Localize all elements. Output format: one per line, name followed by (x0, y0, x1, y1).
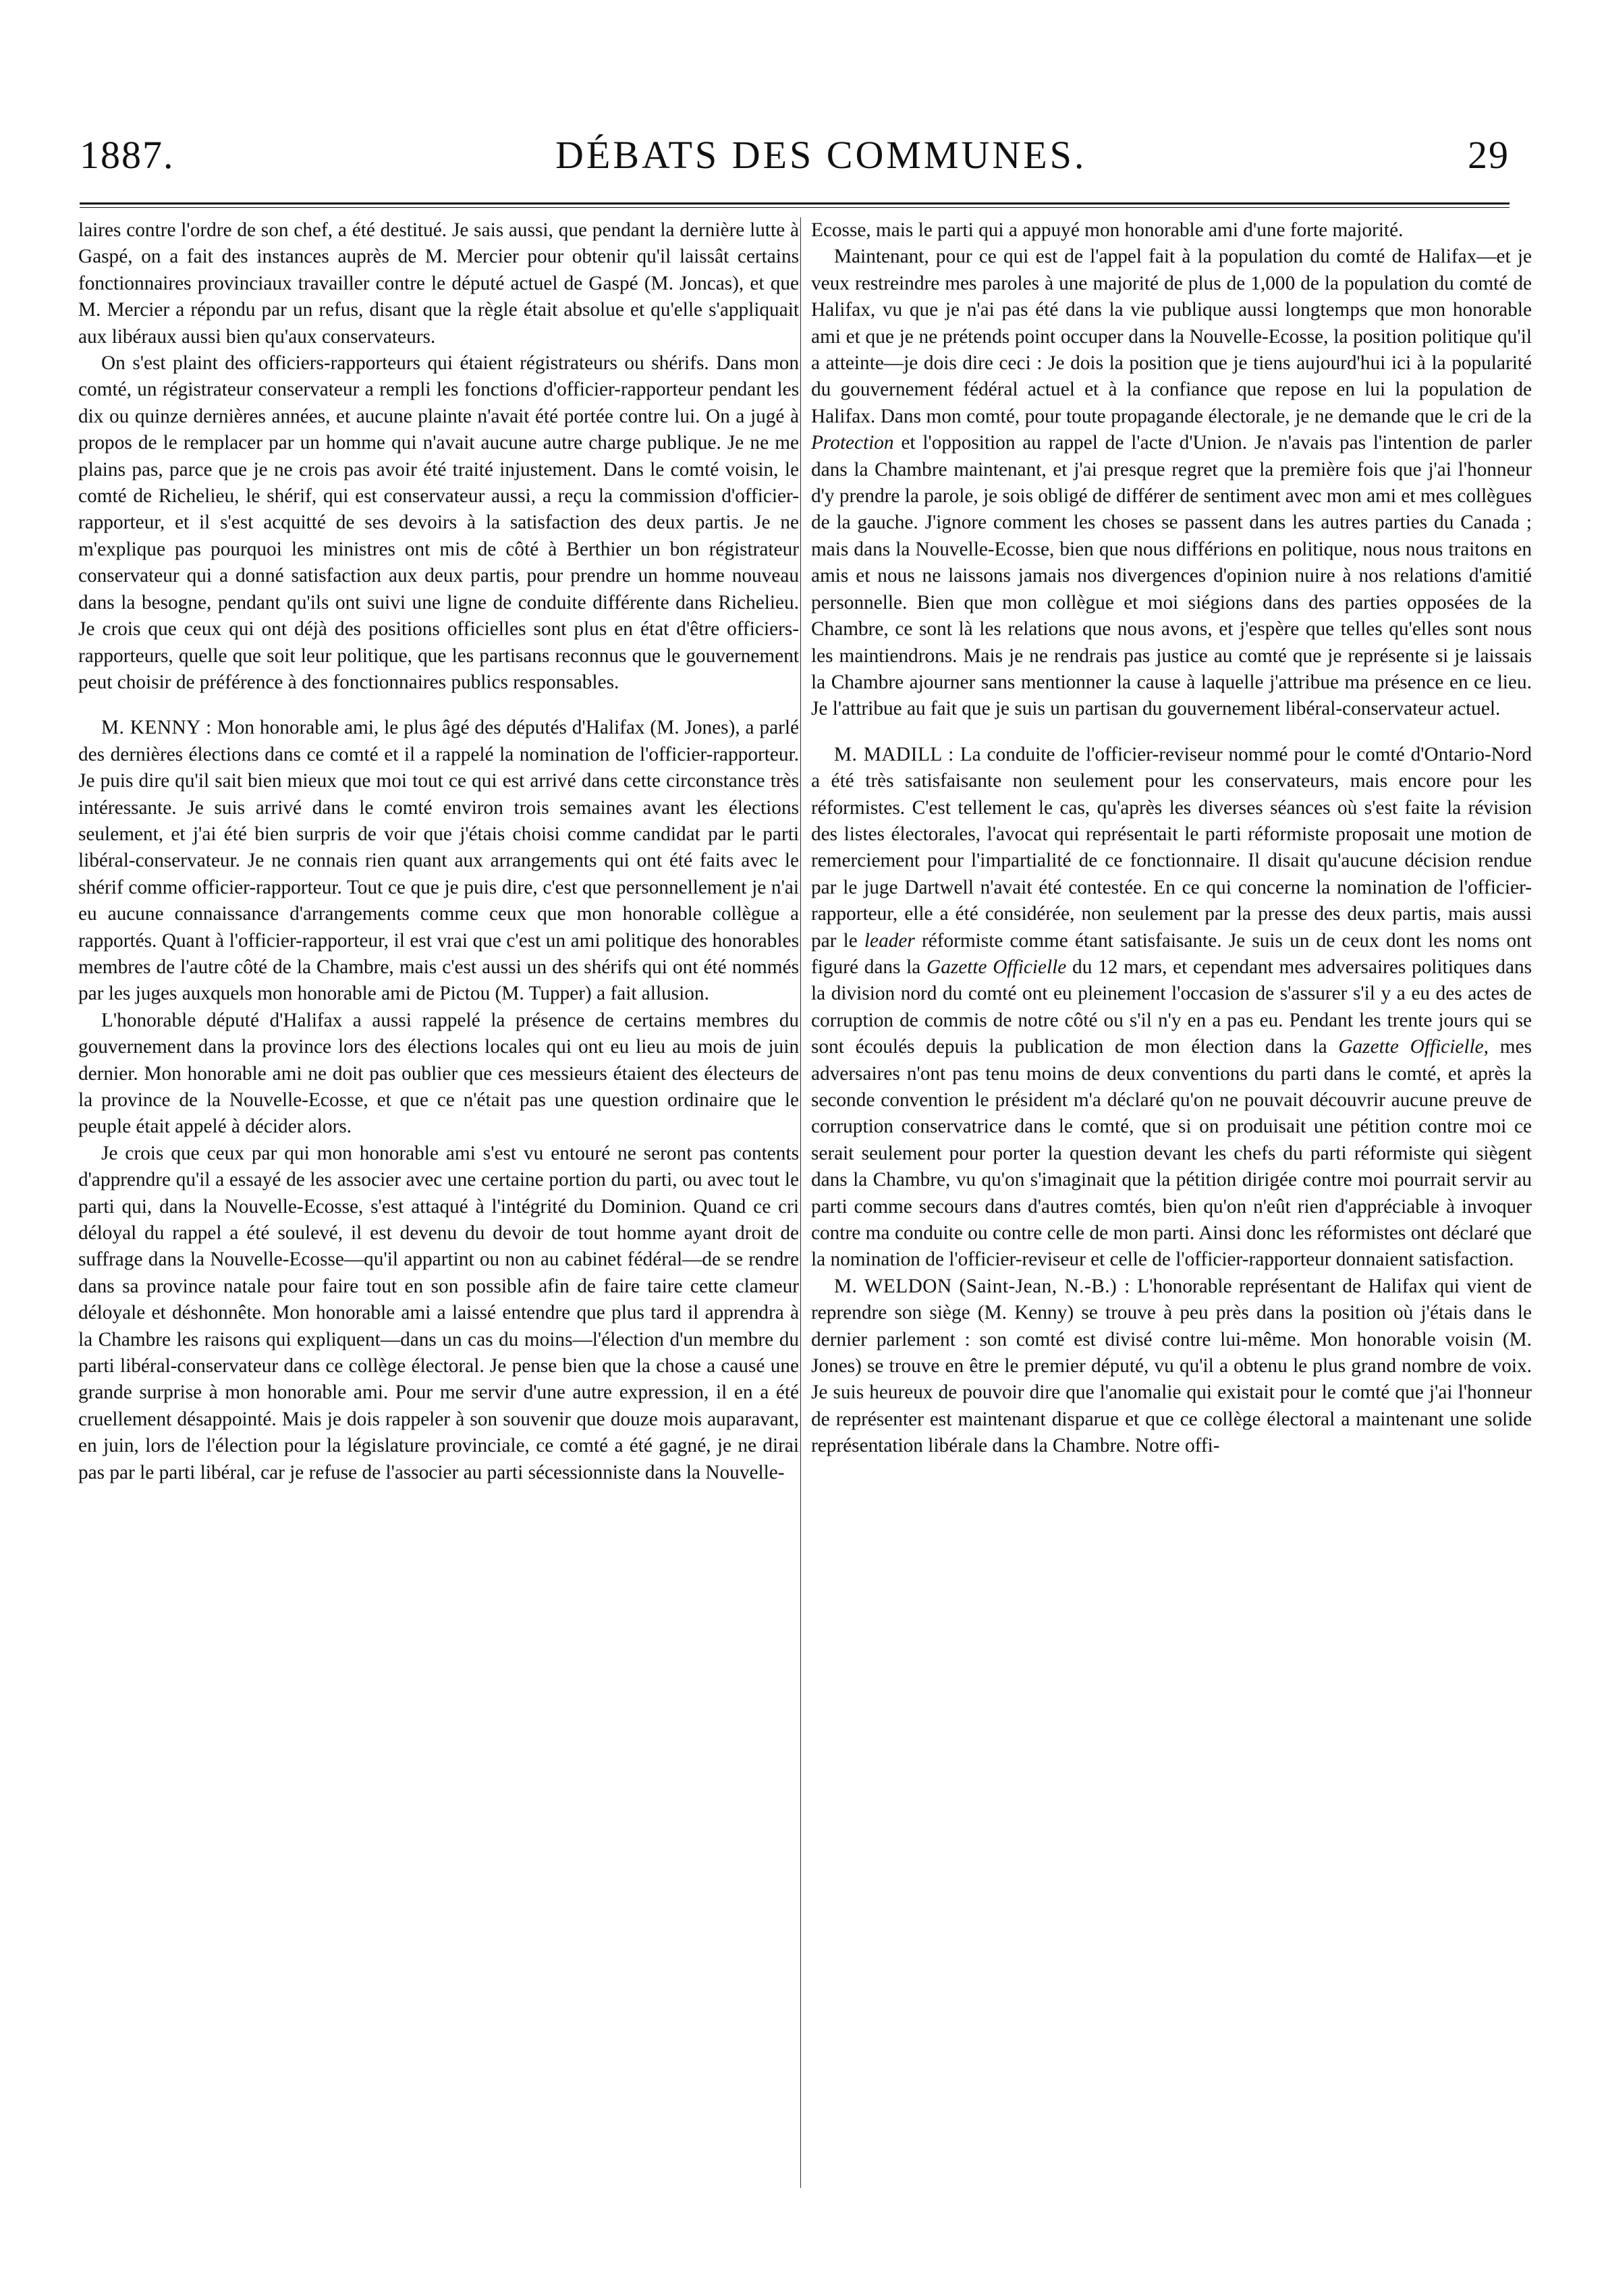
page-number: 29 (1467, 133, 1510, 177)
column-divider (800, 217, 801, 2188)
italic-term: Gazette Officielle, (1338, 1036, 1489, 1058)
page-title: DÉBATS DES COMMUNES. (555, 133, 1087, 177)
speaker-name: M. WELDON (Saint-Jean, N.-B.) : (834, 1275, 1130, 1297)
paragraph: Je crois que ceux par qui mon honorable ami s'est vu entouré ne seront pas contents d'apprendre qu'il a essayé de les associer avec une certaine portion du parti, ou avec tout le parti qui, dans la Nouvelle-Ecosse, s'est attaqué à l'intégrité du Dominion. Quand ce cri déloyal du rappel a été soulevé, il est devenu du devoir de tout homme ayant droit de suffrage dans la Nouvelle-Ecosse—qu'il appartint ou non au cabinet fédéral—de se rendre dans sa province natale pour faire tout en son possible afin de faire taire cette clameur déloyale et déshonnête. Mon honorable ami a laissé entendre que plus tard il apprendra à la Chambre les raisons qui expliquent—dans un cas du moins—l'élection d'un membre du parti libéral-conservateur dans ce collège électoral. Je pense bien que la chose a causé une grande surprise à mon honorable ami. Pour me servir d'une autre expression, il en a été cruellement désappointé. Mais je dois rappeler à son souvenir que douze mois auparavant, en juin, lors de l'élection pour la législature provinciale, ce comté a été gagné, je ne dirai pas par le parti libéral, car je refuse de l'associer au parti sécessionniste dans la Nouvelle- (78, 1142, 799, 1483)
italic-term: leader (864, 929, 915, 952)
paragraph: On s'est plaint des officiers-rapporteurs qui étaient régistrateurs ou shérifs. Dans mon comté, un régistrateur conservateur a rempli les fonctions d'officier-rapporteur pendant les dix ou quinze dernières années, et aucune plainte n'avait été portée contre lui. On a jugé à propos de le remplacer par un homme qui n'avait aucune autre charge publique. Je ne me plains pas, parce que je ne crois pas avoir été traité injustement. Dans le comté voisin, le comté de Richelieu, le shérif, qui est conservateur aussi, a reçu la commission d'officier-rapporteur, et il s'est acquitté de ses devoirs à la satisfaction des deux partis. Je ne m'explique pas pourquoi les ministres ont mis de côté à Berthier un bon régistrateur conservateur qui a donné satisfaction aux deux partis, pour prendre un homme nouveau dans la besogne, pendant qu'ils ont suivi une ligne de conduite différente dans Richelieu. Je crois que ceux qui ont déjà des positions officielles sont plus en état d'être officiers-rapporteurs, quelle que soit leur politique, que les partisans reconnus que le gouvernement peut choisir de préférence à des fonctionnaires publics responsables. (78, 352, 799, 693)
speaker-name: M. KENNY : (101, 717, 212, 739)
header-rule (80, 202, 1510, 208)
right-column (811, 217, 1532, 2188)
left-column (78, 217, 799, 2188)
speech-text: L'honorable représentant de Halifax qui vient de reprendre son siège (M. Kenny) se trouve à peu près dans la position où j'étais dans le dernier parlement : son comté est divisé contre lui-même. Mon honorable voisin (M. Jones) se trouve en être le premier député, vu qu'il a obtenu le plus grand nombre de voix. Je suis heureux de pouvoir dire que l'anomalie qui existait pour le comté que j'ai l'honneur de représenter est maintenant disparue et que ce collège électoral a maintenant une solide représentation libérale dans la Chambre. Notre offi- (811, 1275, 1532, 1457)
speaker-name: M. MADILL : (834, 743, 954, 765)
speech-madill: M. MADILL : La conduite de l'officier-reviseur nommé pour le comté d'Ontario-Nord a été très satisfaisante non seulement pour les conservateurs, mais encore pour les réformistes. C'est tellement le cas, qu'après les diverses séances où s'est faite la révision des listes électorales, l'avocat qui représentait le parti réformiste proposait une motion de remerciement pour l'impartialité de ce fonctionnaire. Il disait qu'aucune décision rendue par le juge Dartwell n'avait été contestée. En ce qui concerne la nomination de l'officier-rapporteur, elle a été considérée, non seulement par la presse des deux partis, mais aussi par le leader réformiste comme étant satisfaisante. Je suis un de ceux dont les noms ont figuré dans la Gazette Officielle du 12 mars, et cependant mes adversaires politiques dans la division nord du comté ont eu pleinement l'occasion de s'assurer s'il y a eu des actes de corruption de commis de notre côté ou s'il n'y en a pas eu. Pendant les trente jours qui se sont écoulés depuis la publication de mon élection dans la Gazette Officielle, mes adversaires n'ont pas tenu moins de deux conventions du parti dans le comté, et après la seconde convention le président m'a déclaré qu'on ne pouvait découvrir aucune preuve de corruption conservatrice dans le comté, que si on produisait une pétition contre moi ce serait seulement pour porter la question devant les chefs du parti réformiste qui siègent dans la Chambre, vu qu'on s'imaginait que la pétition dirigée contre moi pourrait servir au parti comme secours dans d'autres comtés, bien qu'on n'eût rien d'appréciable à invoquer contre ma conduite ou contre celle de mon parti. Ainsi donc les réformistes ont déclaré que la nomination de l'officier-reviseur et celle de l'officier-rapporteur donnaient satisfaction. (811, 743, 1532, 1271)
speech-weldon (811, 1274, 1532, 1460)
paragraph: Maintenant, pour ce qui est de l'appel fait à la population du comté de Halifax—et je veux restreindre mes paroles à une majorité de plus de 1,000 de la population du comté de Halifax, vu que je n'ai pas été dans la vie publique aussi longtemps que mon honorable ami et que je ne prétends point occuper dans la Nouvelle-Ecosse, la position politique qu'il a atteinte—je dois dire ceci : Je dois la position que je tiens aujourd'hui ici à la popularité du gouvernement fédéral actuel et à la confiance que repose en lui la population de Halifax. Dans mon comté, pour toute propagande électorale, je ne demande que le cri de la Protection et l'opposition au rappel de l'acte d'Union. Je n'avais pas l'intention de parler dans la Chambre maintenant, et j'ai presque regret que la première fois que j'ai l'honneur d'y prendre la parole, je sois obligé de différer de sentiment avec mon ami et mes collègues de la gauche. J'ignore comment les choses se passent dans les autres parties du Canada ; mais dans la Nouvelle-Ecosse, bien que nous différions en politique, nous nous traitons en amis et nous ne laissons jamais nos divergences d'opinion nuire à nos relations d'amitié personnelle. Bien que mon collègue et moi siégions dans des parties opposées de la Chambre, ce sont là les relations que nous avons, et j'espère que telles qu'elles sont nous les maintiendrons. Mais je ne rendrais pas justice au comté que je représente si je laissais la Chambre ajourner sans mentionner la cause à laquelle j'attribue ma présence en ce lieu. Je l'attribue au fait que je suis un partisan du gouvernement libéral-conservateur actuel. (811, 246, 1532, 720)
paragraph: laires contre l'ordre de son chef, a été destitué. Je sais aussi, que pendant la dernière lutte à Gaspé, on a fait des instances auprès de M. Mercier pour obtenir qu'il laissât certains fonctionnaires provinciaux travailler contre le député actuel de Gaspé (M. Joncas), et que M. Mercier a répondu par un refus, disant que la règle était absolue et qu'elle s'appliquait aux libéraux aussi bien qu'aux conservateurs. (78, 219, 799, 348)
running-head (80, 132, 1510, 186)
speech-text: Mon honorable ami, le plus âgé des députés d'Halifax (M. Jones), a parlé des dernières élections dans ce comté et il a rappelé la nomination de l'officier-rapporteur. Je puis dire qu'il sait bien mieux que moi tout ce qui est arrivé dans cette circonstance très intéressante. Je suis arrivé dans le comté environ trois semaines avant les élections seulement, et j'ai été bien surpris de voir que j'étais choisi comme candidat par le parti libéral-conservateur. Je ne connais rien quant aux arrangements qui ont été faits avec le shérif comme officier-rapporteur. Tout ce que je puis dire, c'est que personnellement je n'ai eu aucune connaissance d'arrangements comme ceux que mon honorable collègue a rapportés. Quant à l'officier-rapporteur, il est vrai que c'est un ami politique des honorables membres de l'autre côté de la Chambre, mais c'est aussi un des shérifs qui ont été nommés par les juges auxquels mon honorable ami de Pictou (M. Tupper) a fait allusion. (78, 717, 799, 1005)
paragraph: Ecosse, mais le parti qui a appuyé mon honorable ami d'une forte majorité. (811, 219, 1404, 241)
year: 1887. (80, 133, 175, 177)
italic-term: Protection (811, 432, 894, 454)
italic-term: Gazette Officielle (927, 956, 1067, 978)
paragraph: L'honorable député d'Halifax a aussi rappelé la présence de certains membres du gouvernement dans la province lors des élections locales qui ont eu lieu au mois de juin dernier. Mon honorable ami ne doit pas oublier que ces messieurs étaient des électeurs de la province de la Nouvelle-Ecosse, et que ce n'était pas une question ordinaire que le peuple était appelé à décider alors. (78, 1009, 799, 1138)
speech-kenny (78, 715, 799, 1007)
